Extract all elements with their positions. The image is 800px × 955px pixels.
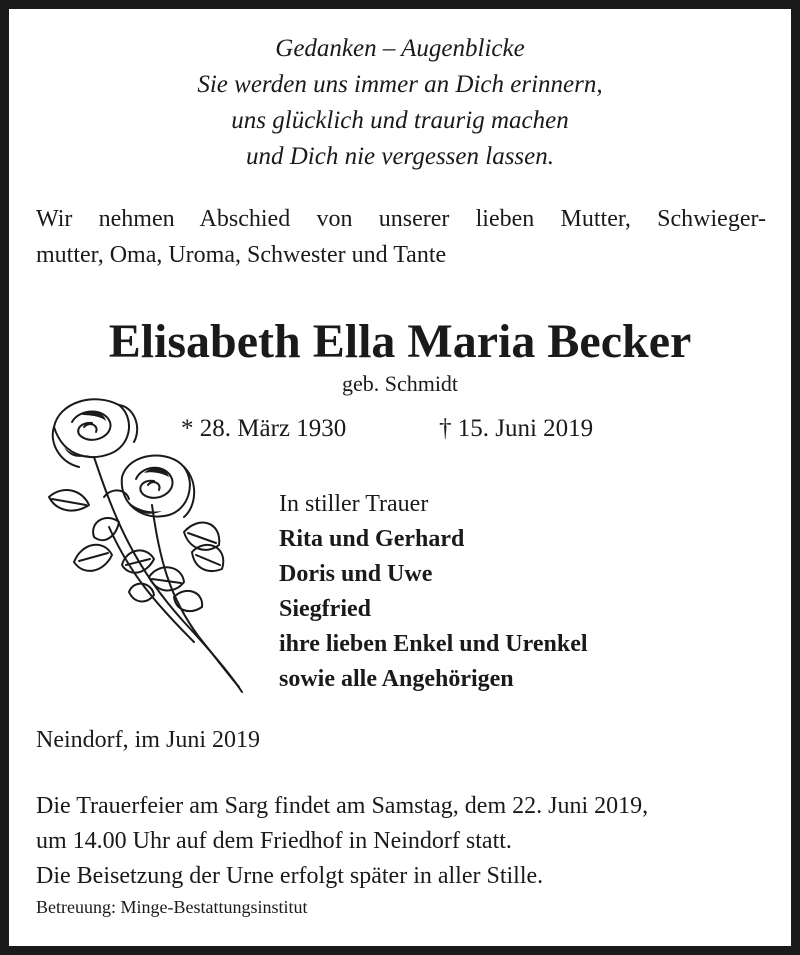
obituary-card [9, 9, 791, 946]
poem-line: uns glücklich und traurig machen [231, 107, 569, 134]
mourner-name: Rita und Gerhard [279, 526, 465, 552]
poem-line: Sie werden uns immer an Dich erinnern, [197, 71, 603, 98]
farewell-intro [36, 201, 766, 273]
mourner-name: Siegfried [279, 596, 371, 622]
mourners-block [279, 487, 588, 697]
service-line: Die Trauerfeier am Sarg findet am Samstag, dem 22. Juni 2019, [36, 793, 649, 819]
birth-name: geb. Schmidt [341, 371, 459, 396]
poem-line: und Dich nie vergessen lassen. [245, 143, 555, 170]
intro-line: Wir nehmen Abschied von unserer lieben Mutter, Schwieger- [36, 206, 766, 232]
service-info [36, 789, 648, 894]
mourner-name: sowie alle Angehörigen [279, 666, 514, 692]
death-date: † 15. Juni 2019 [439, 415, 594, 442]
mourners-heading: In stiller Trauer [279, 491, 429, 517]
birth-date: * 28. März 1930 [181, 415, 347, 442]
deceased-name: Elisabeth Ella Maria Becker [108, 315, 692, 368]
place-date: Neindorf, im Juni 2019 [36, 727, 260, 753]
mourner-name: Doris und Uwe [279, 561, 433, 587]
poem [9, 31, 791, 175]
mourner-name: ihre lieben Enkel und Urenkel [279, 631, 588, 657]
intro-line: mutter, Oma, Uroma, Schwester und Tante [36, 242, 447, 268]
funeral-home-credit: Betreuung: Minge-Bestattungsinstitut [36, 897, 308, 917]
poem-line: Gedanken – Augenblicke [275, 35, 525, 62]
service-line: um 14.00 Uhr auf dem Friedhof in Neindorf statt. [36, 828, 512, 854]
service-line: Die Beisetzung der Urne erfolgt später in aller Stille. [36, 863, 544, 889]
